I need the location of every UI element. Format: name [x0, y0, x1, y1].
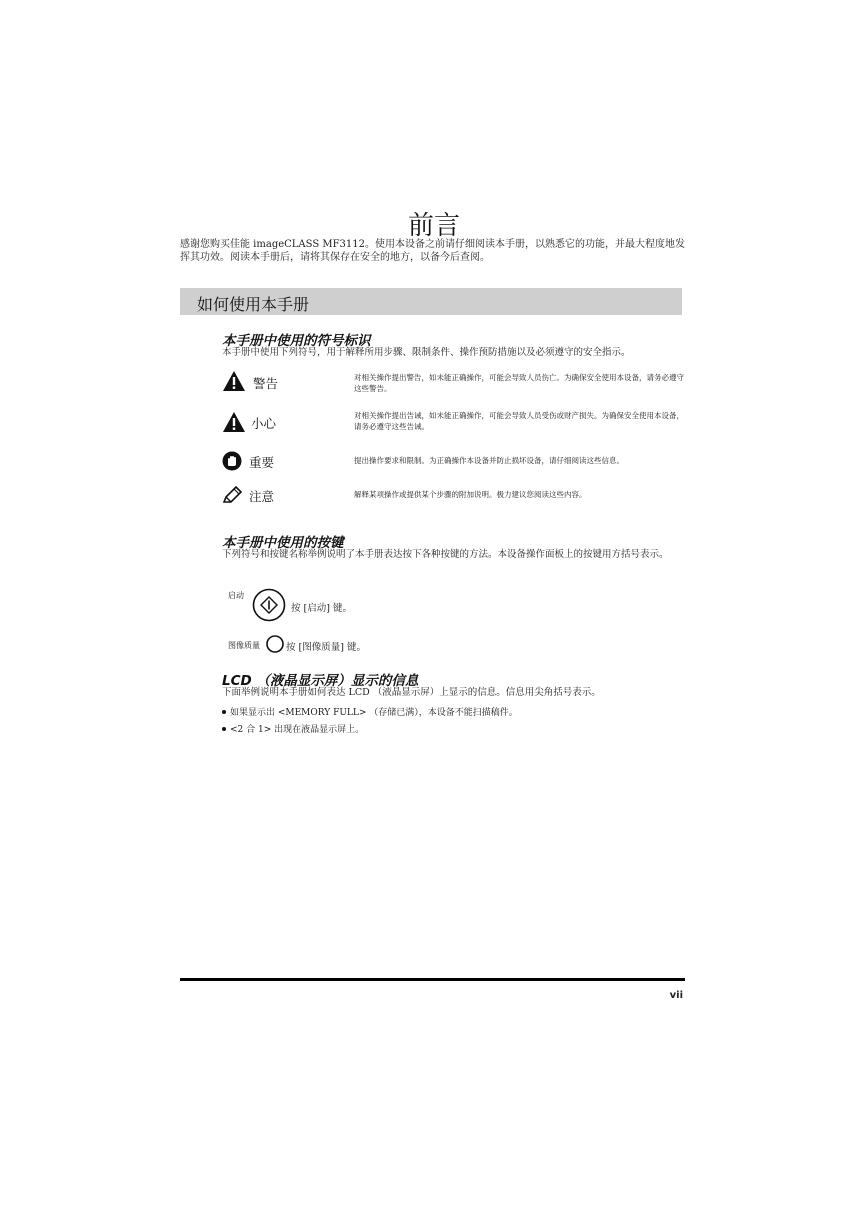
warning-triangle-icon: [222, 370, 246, 392]
caution-triangle-icon: [222, 411, 246, 433]
footer-rule: [180, 978, 685, 981]
symbols-heading: 本手册中使用的符号标识: [222, 333, 371, 349]
quality-key-text: 按 [图像质量] 键。: [286, 642, 366, 653]
quality-key-label: 图像质量: [228, 641, 260, 650]
warning-description: 对相关操作提出警告，如未能正确操作，可能会导致人员伤亡。为确保安全使用本设备，请务必遵守这些警告。: [354, 373, 684, 393]
lcd-heading: LCD （液晶显示屏）显示的信息: [222, 673, 419, 689]
caution-description: 对相关操作提出告诫，如未能正确操作，可能会导致人员受伤或财产损失。为确保安全使用本设备，请务必遵守这些告诫。: [354, 411, 684, 431]
quality-key-icon: [266, 635, 284, 653]
intro-paragraph: 感谢您购买佳能 imageCLASS MF3112。使用本设备之前请仔细阅读本手册，以熟悉它的功能，并最大程度地发挥其功效。阅读本手册后，请将其保存在安全的地方，以备今后查阅。: [180, 239, 685, 263]
section-title: 如何使用本手册: [197, 295, 310, 314]
section-header-bar: [180, 288, 682, 315]
warning-label: 警告: [253, 376, 279, 391]
lcd-description: 下面举例说明本手册如何表达 LCD （液晶显示屏）上显示的信息。信息用尖角括号表示。: [222, 687, 601, 698]
note-description: 解释某项操作或提供某个步骤的附加说明。极力建议您阅读这些内容。: [354, 490, 587, 499]
keys-description: 下列符号和按键名称举例说明了本手册表达按下各种按键的方法。本设备操作面板上的按键用方括号表示。: [222, 549, 669, 560]
note-pencil-icon: [221, 485, 243, 505]
important-label: 重要: [249, 455, 275, 470]
bullet-icon: [222, 727, 226, 731]
important-description: 提出操作要求和限制。为正确操作本设备并防止损坏设备，请仔细阅读这些信息。: [354, 456, 624, 465]
important-hand-icon: [222, 451, 242, 471]
symbols-description: 本手册中使用下列符号，用于解释所用步骤、限制条件、操作预防措施以及必须遵守的安全指示。: [222, 347, 631, 358]
keys-heading: 本手册中使用的按键: [222, 535, 344, 551]
lcd-bullet-2: <2 合 1> 出现在液晶显示屏上。: [230, 725, 365, 735]
start-key-icon: [252, 588, 286, 622]
note-label: 注意: [249, 489, 275, 504]
page-number: vii: [669, 990, 683, 1001]
bullet-icon: [222, 710, 226, 714]
lcd-bullet-1: 如果显示出 <MEMORY FULL> （存储已满），本设备不能扫描稿件。: [230, 708, 518, 718]
start-key-label: 启动: [228, 591, 244, 600]
start-key-text: 按 [启动] 键。: [291, 603, 352, 614]
caution-label: 小心: [251, 416, 277, 431]
page-title: 前言: [407, 211, 460, 241]
